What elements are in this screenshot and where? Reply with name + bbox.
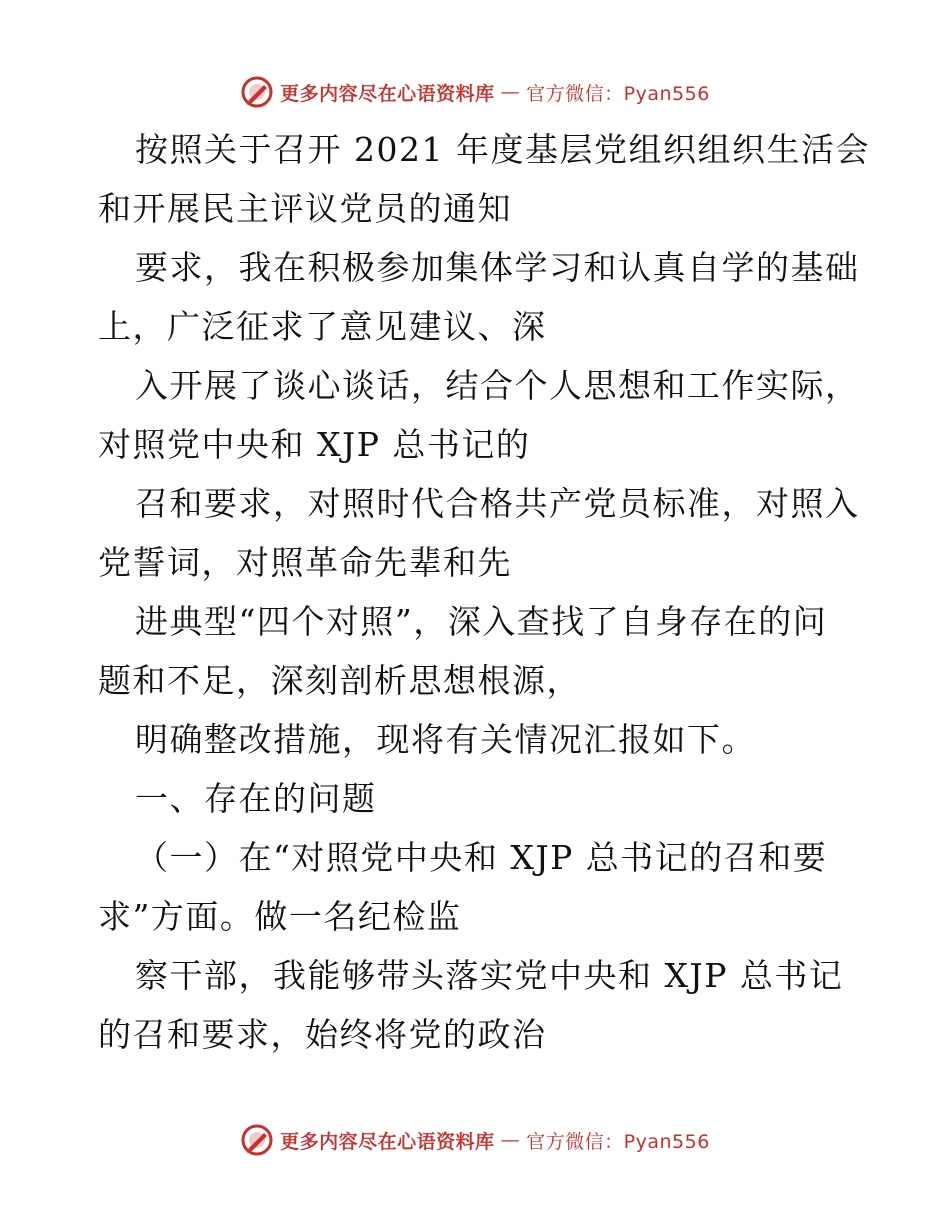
- watermark-secondary-text: 官方微信：Pyan556: [526, 82, 710, 105]
- body-line: 对照党中央和 XJP 总书记的: [98, 425, 531, 464]
- body-line: 召和要求，对照时代合格共产党员标准，对照入: [135, 484, 860, 523]
- watermark-dash: —: [500, 81, 521, 103]
- body-line: 题和不足，深刻剖析思想根源，: [98, 661, 581, 700]
- footer-watermark: [0, 1120, 950, 1160]
- body-line: 上，广泛征求了意见建议、深: [98, 307, 547, 346]
- pen-circle-icon: [240, 1123, 274, 1157]
- watermark-secondary-text: 官方微信：Pyan556: [526, 1130, 710, 1153]
- subsection-heading: （一）在“对照党中央和 XJP 总书记的召和要: [135, 838, 828, 877]
- body-line: 的召和要求，始终将党的政治: [98, 1015, 547, 1054]
- body-line: 察干部，我能够带头落实党中央和 XJP 总书记: [135, 956, 844, 995]
- pen-circle-icon: [240, 75, 274, 109]
- body-line: 按照关于召开 2021 年度基层党组织组织生活会: [135, 130, 870, 169]
- section-heading: 一、存在的问题: [135, 779, 377, 818]
- body-line: 求”方面。做一名纪检监: [98, 897, 462, 936]
- header-watermark: [0, 72, 950, 112]
- body-line: 入开展了谈心谈话，结合个人思想和工作实际，: [135, 366, 860, 405]
- body-line: 党誓词，对照革命先辈和先: [98, 543, 512, 582]
- body-line: 明确整改措施，现将有关情况汇报如下。: [135, 720, 756, 759]
- body-line: 和开展民主评议党员的通知: [98, 189, 512, 228]
- body-line: 进典型“四个对照”，深入查找了自身存在的问: [135, 602, 828, 641]
- watermark-primary-text: 更多内容尽在心语资料库: [280, 82, 495, 105]
- watermark-dash: —: [500, 1129, 521, 1151]
- watermark-primary-text: 更多内容尽在心语资料库: [280, 1130, 495, 1153]
- body-line: 要求，我在积极参加集体学习和认真自学的基础: [135, 248, 860, 287]
- document-body: [98, 120, 870, 1064]
